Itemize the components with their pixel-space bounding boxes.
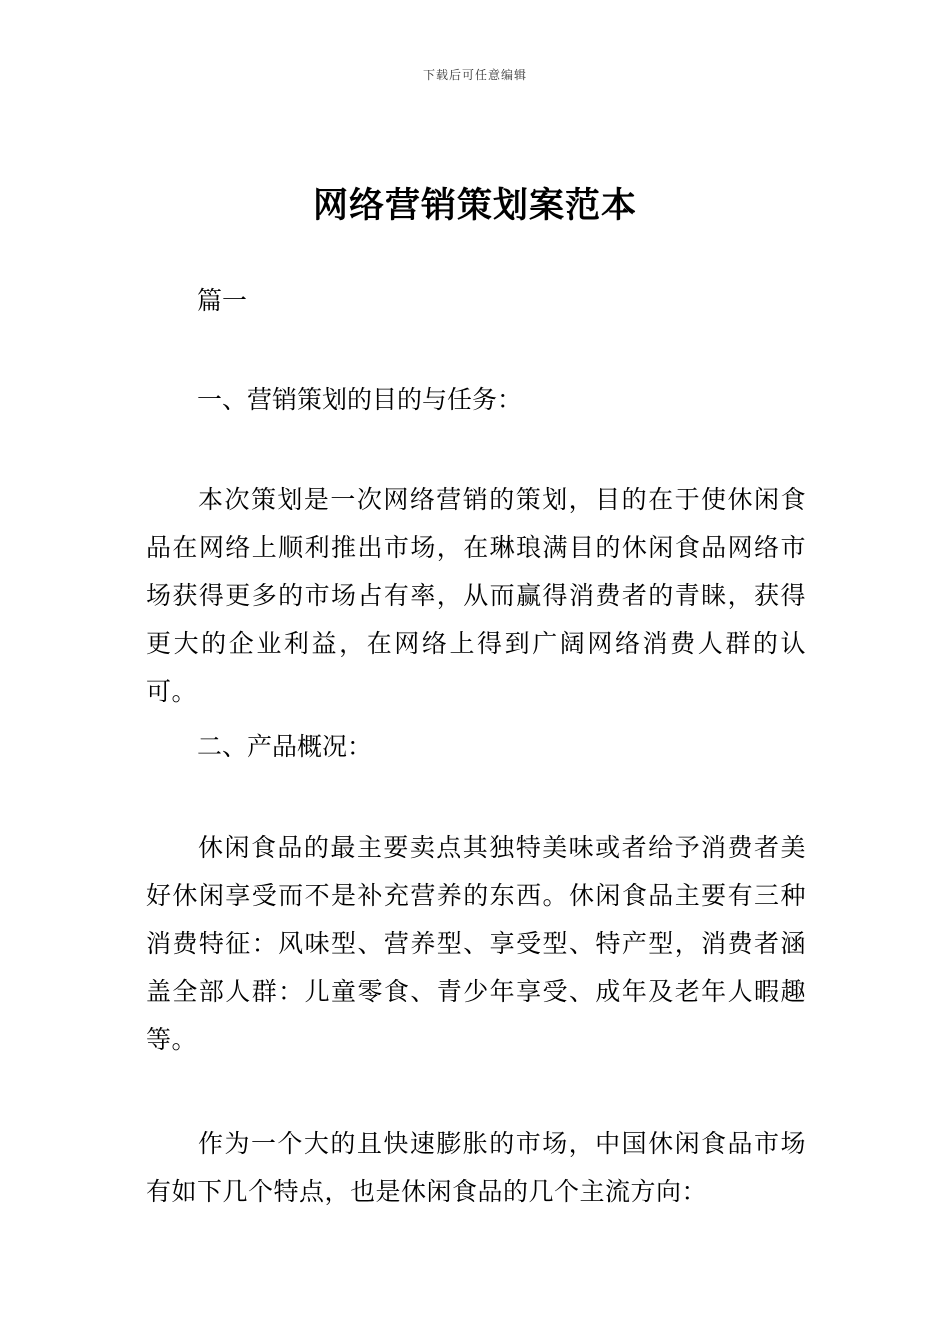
part-label: 篇一 — [197, 286, 248, 315]
section-heading-product: 二、产品概况： — [197, 732, 373, 761]
paragraph-market-characteristics: 作为一个大的且快速膨胀的市场，中国休闲食品市场有如下几个特点，也是休闲食品的几个主流方向： — [146, 1129, 806, 1206]
paragraph-product-features: 休闲食品的最主要卖点其独特美味或者给予消费者美好休闲享受而不是补充营养的东西。休闲食品主要有三种消费特征：风味型、营养型、享受型、特产型，消费者涵盖全部人群：儿童零食、青少年享受、成年及老年人暇趣等。 — [146, 833, 806, 1054]
paragraph-purpose: 本次策划是一次网络营销的策划，目的在于使休闲食品在网络上顺利推出市场，在琳琅满目的休闲食品网络市场获得更多的市场占有率，从而赢得消费者的青睐，获得更大的企业利益，在网络上得到广阔网络消费人群的认可。 — [146, 485, 806, 706]
page-header-note: 下载后可任意编辑 — [422, 68, 527, 82]
document-title: 网络营销策划案范本 — [312, 186, 637, 226]
section-heading-purpose: 一、营销策划的目的与任务： — [197, 385, 523, 414]
